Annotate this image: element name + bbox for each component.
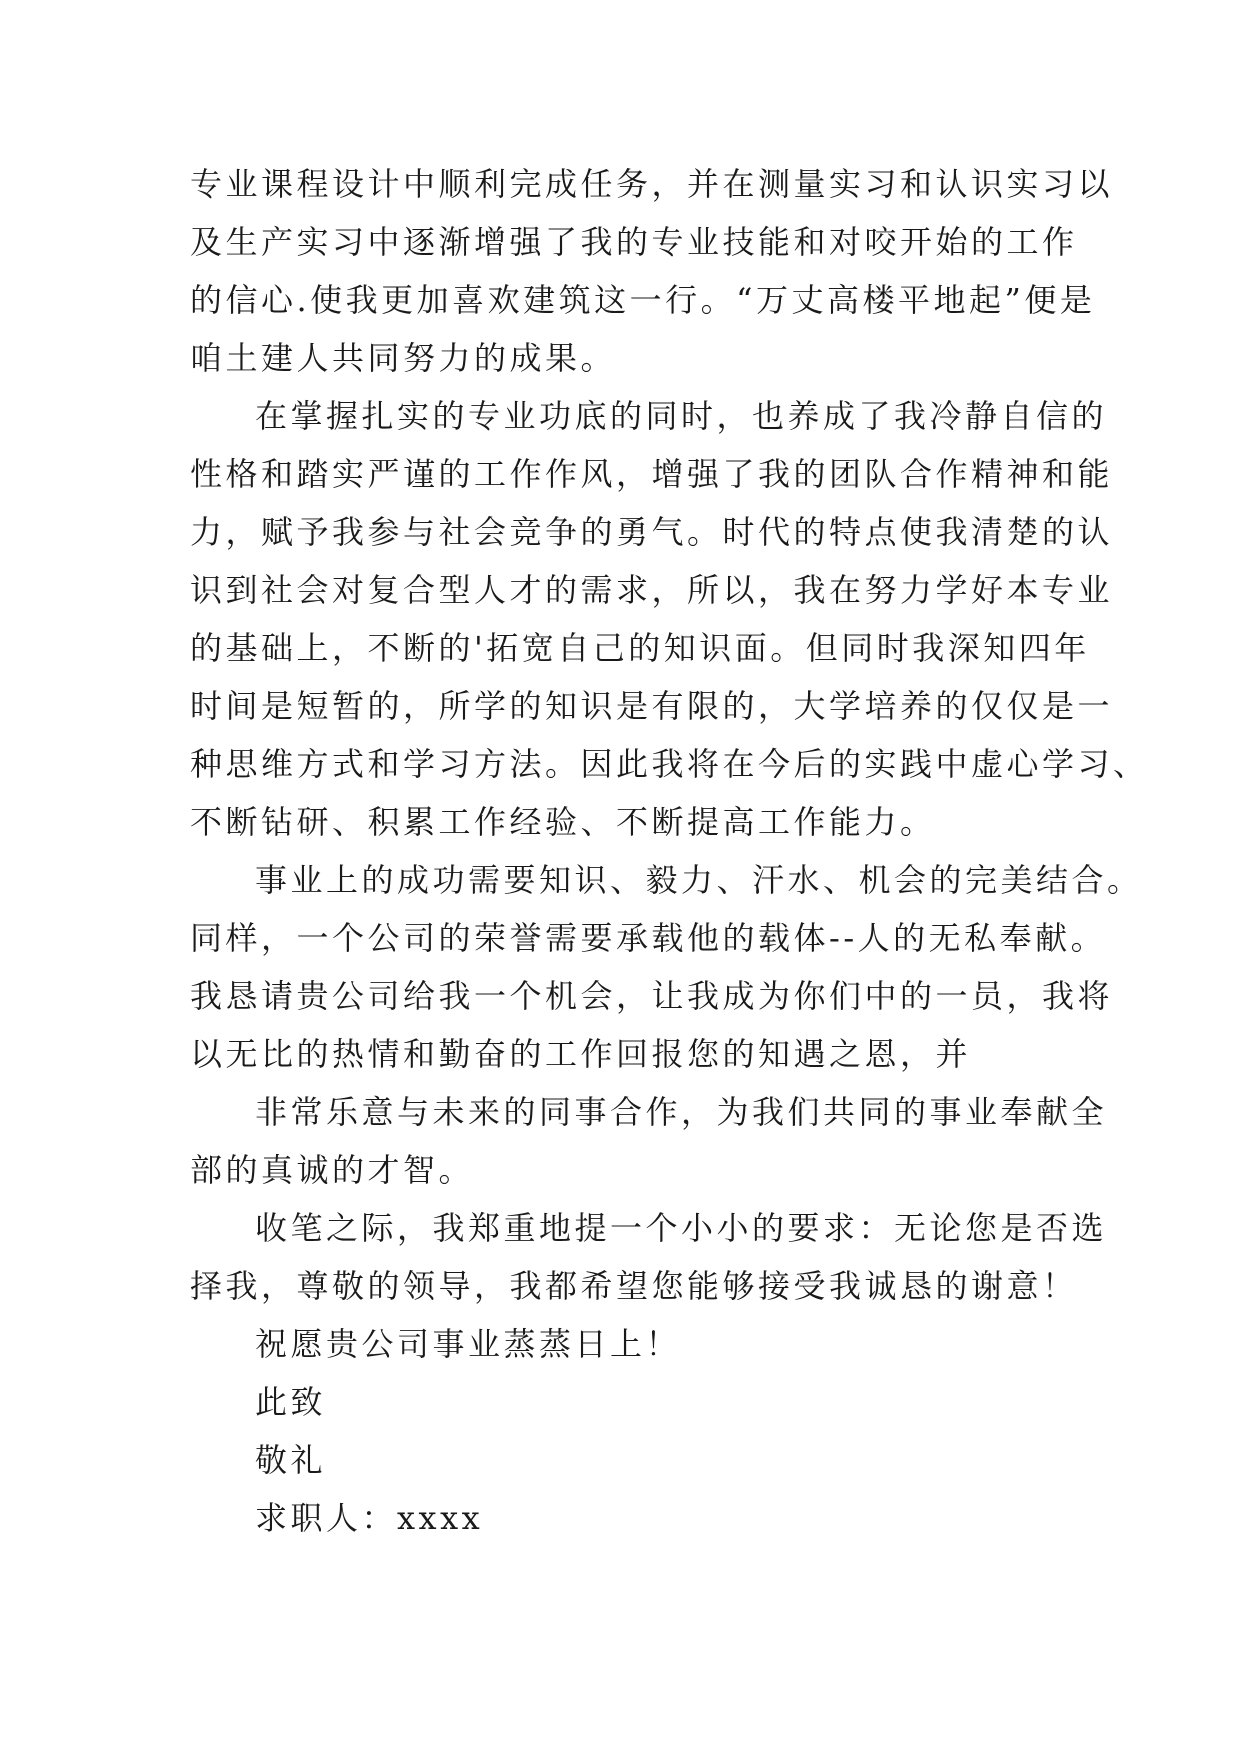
body-line: 时间是短暂的，所学的知识是有限的，大学培养的仅仅是一 bbox=[190, 687, 1114, 725]
paragraph-start-line: 收笔之际，我郑重地提一个小小的要求：无论您是否选 bbox=[255, 1209, 1108, 1247]
body-line: 识到社会对复合型人才的需求，所以，我在努力学好本专业 bbox=[190, 571, 1114, 609]
body-line: 性格和踏实严谨的工作作风，增强了我的团队合作精神和能 bbox=[190, 455, 1114, 493]
body-line: 咱土建人共同努力的成果。 bbox=[190, 339, 617, 377]
paragraph-start-line: 在掌握扎实的专业功底的同时，也养成了我冷静自信的 bbox=[255, 397, 1108, 435]
body-line: 及生产实习中逐渐增强了我的专业技能和对咬开始的工作 bbox=[190, 223, 1078, 261]
body-line: 我恳请贵公司给我一个机会，让我成为你们中的一员，我将 bbox=[190, 977, 1114, 1015]
body-line: 的基础上，不断的'拓宽自己的知识面。但同时我深知四年 bbox=[190, 629, 1090, 667]
body-line: 同样，一个公司的荣誉需要承载他的载体--人的无私奉献。 bbox=[190, 919, 1107, 957]
body-line: 不断钻研、积累工作经验、不断提高工作能力。 bbox=[190, 803, 936, 841]
body-line: 专业课程设计中顺利完成任务，并在测量实习和认识实习以 bbox=[190, 165, 1114, 203]
body-line: 力，赋予我参与社会竞争的勇气。时代的特点使我清楚的认 bbox=[190, 513, 1114, 551]
closing-regards: 敬礼 bbox=[255, 1441, 327, 1479]
closing-wish: 祝愿贵公司事业蒸蒸日上！ bbox=[255, 1325, 682, 1363]
body-line: 种思维方式和学习方法。因此我将在今后的实践中虚心学习、 bbox=[190, 745, 1149, 783]
body-line: 的信心.使我更加喜欢建筑这一行。“万丈高楼平地起”便是 bbox=[190, 281, 1096, 319]
body-line: 择我，尊敬的领导，我都希望您能够接受我诚恳的谢意！ bbox=[190, 1267, 1078, 1305]
paragraph-start-line: 事业上的成功需要知识、毅力、汗水、机会的完美结合。 bbox=[255, 861, 1143, 899]
body-line: 以无比的热情和勤奋的工作回报您的知遇之恩，并 bbox=[190, 1035, 972, 1073]
signature-line: 求职人：xxxx bbox=[255, 1499, 484, 1537]
closing-salutation: 此致 bbox=[255, 1383, 327, 1421]
paragraph-start-line: 非常乐意与未来的同事合作，为我们共同的事业奉献全 bbox=[255, 1093, 1108, 1131]
body-line: 部的真诚的才智。 bbox=[190, 1151, 475, 1189]
